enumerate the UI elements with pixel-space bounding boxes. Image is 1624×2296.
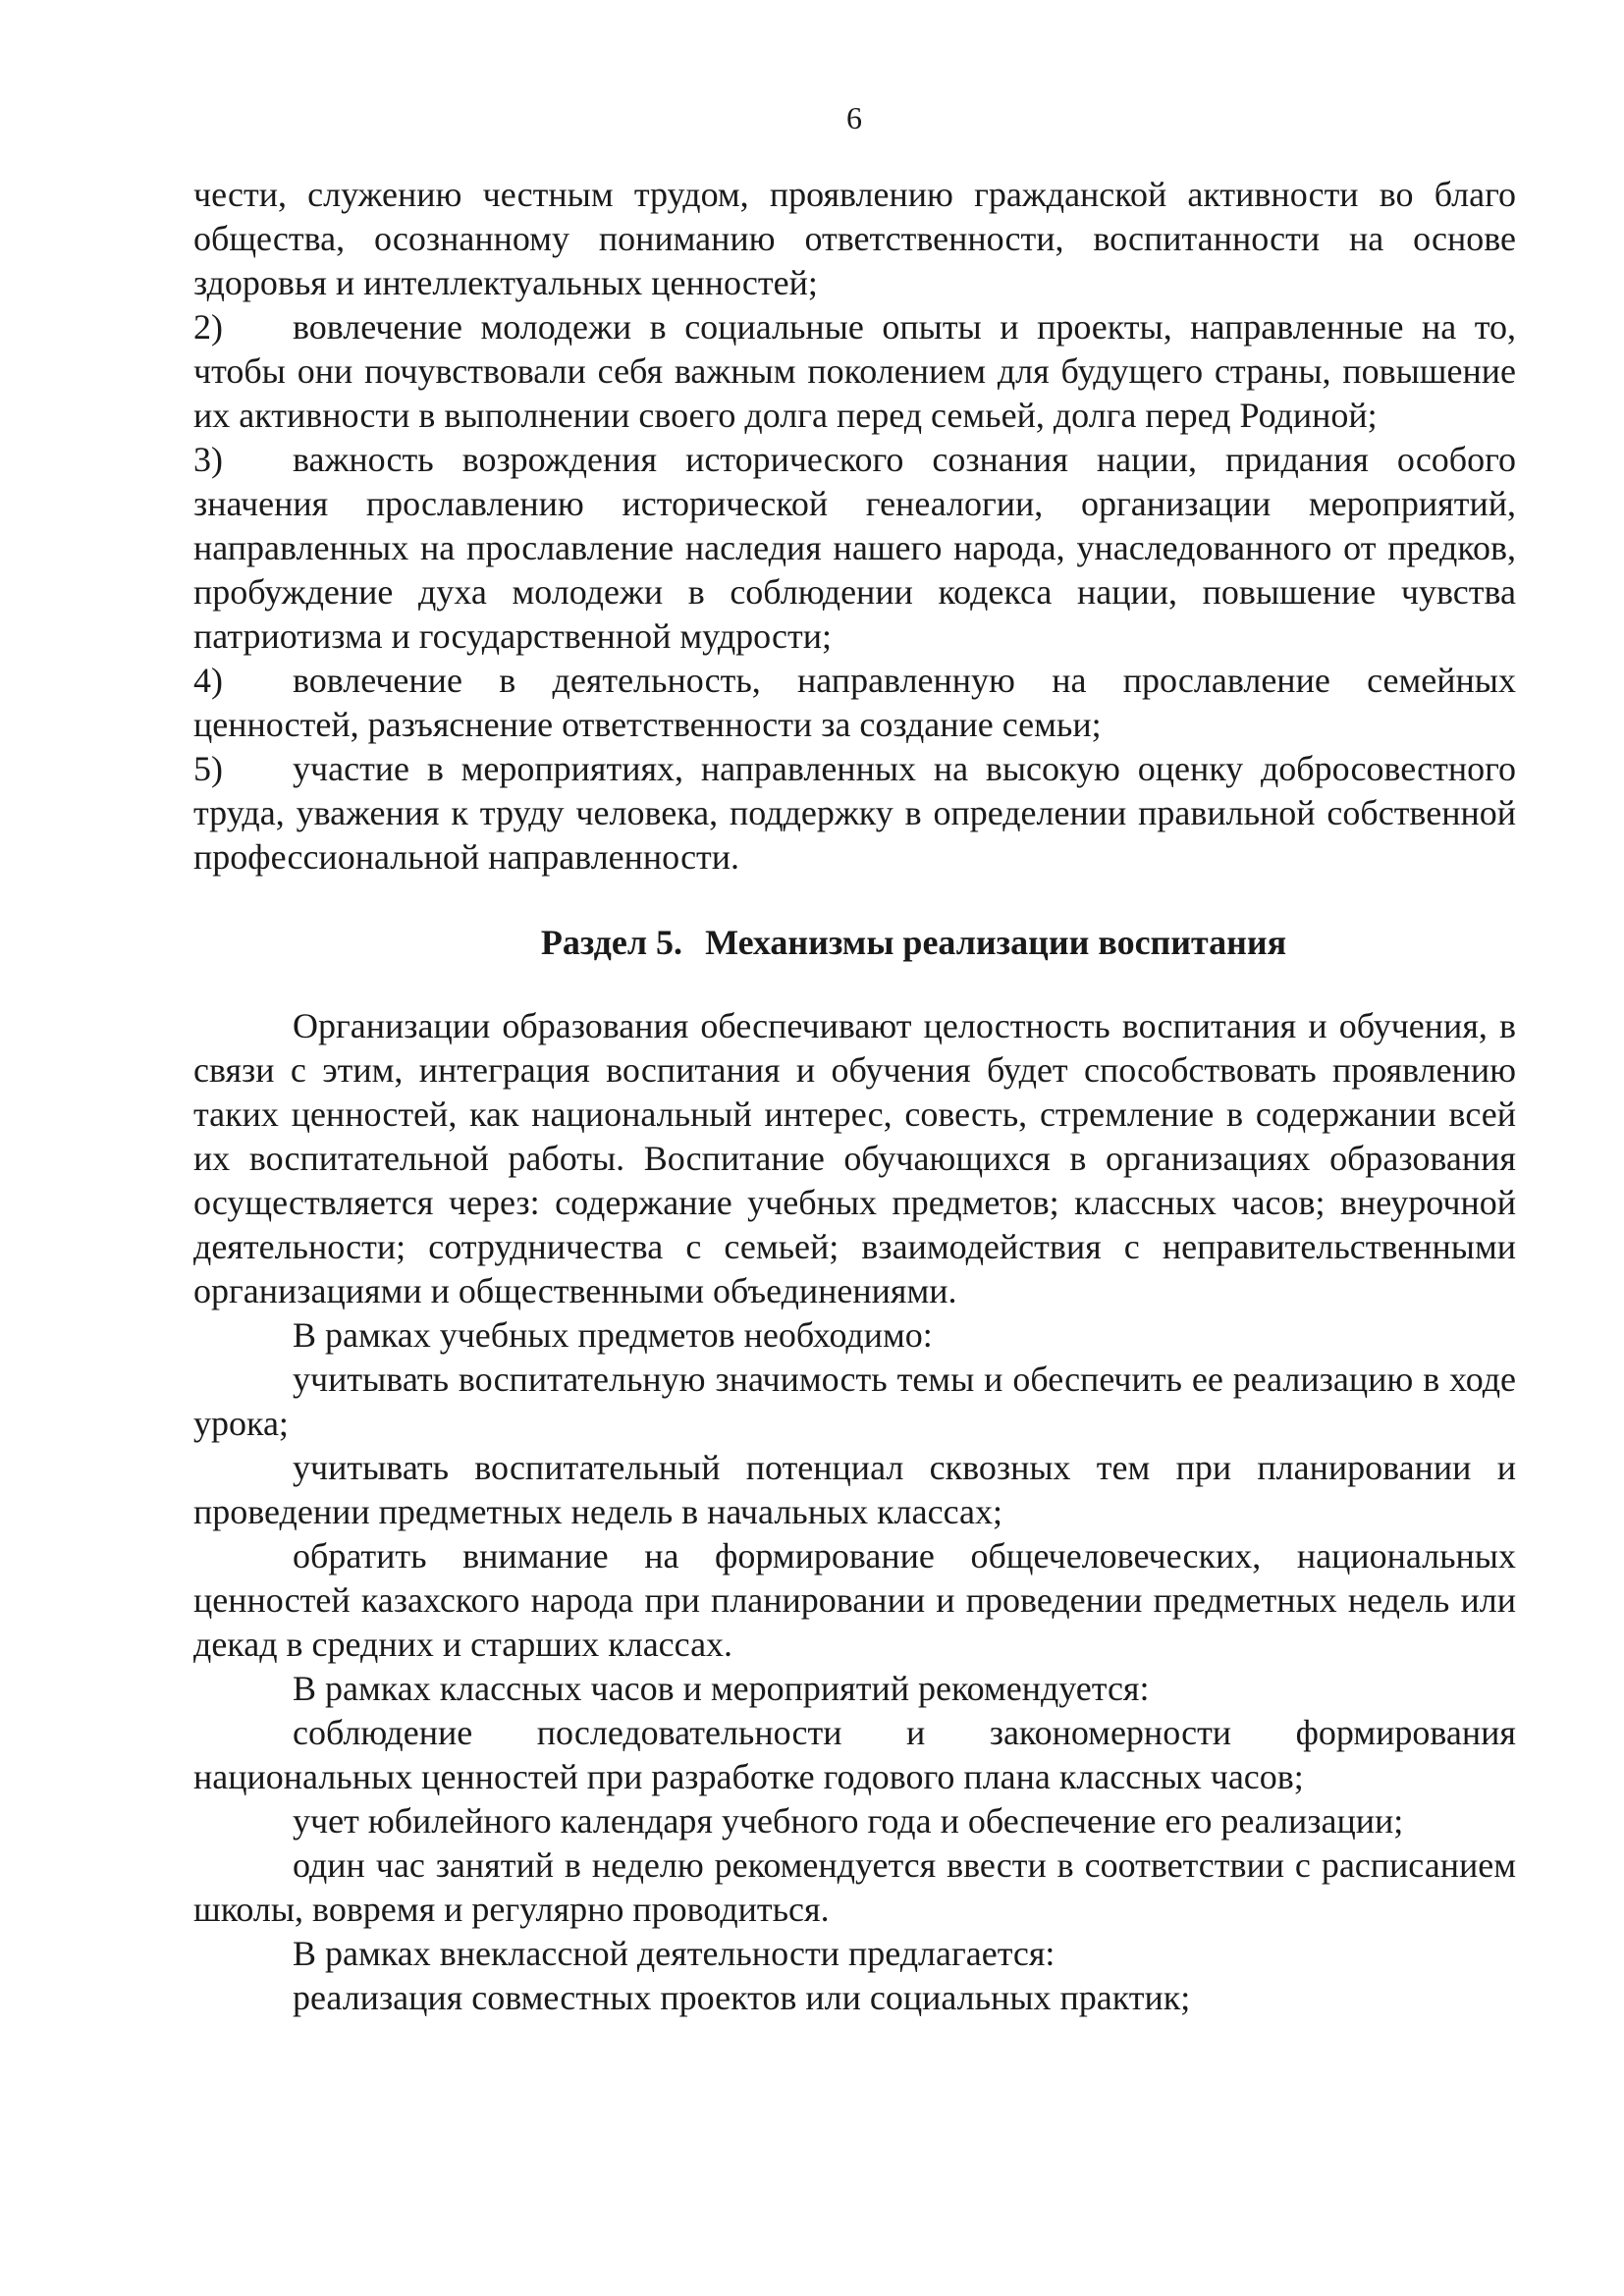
section-paragraph: соблюдение последовательности и закономерности формирования национальных ценностей при разработке годового плана классных часов; xyxy=(193,1713,1516,1796)
list-item-text: участие в мероприятиях, направленных на высокую оценку добросовестного труда, уважения к труду человека, поддержку в определении правильной собственной профессиональной направленности. xyxy=(193,749,1516,877)
section-paragraph: Организации образования обеспечивают целостность воспитания и обучения, в связи с этим, интеграция воспитания и обучения будет способствовать проявлению таких ценностей, как национальный интерес, совесть, стремление в содержании всей их воспитательной работы. Воспитание обучающихся в организациях образования осуществляется через: содержание учебных предметов; классных часов; внеурочной деятельности; сотрудничества с семьей; взаимодействия с неправительственными организациями и общественными объединениями. xyxy=(193,1006,1516,1310)
section-paragraph: В рамках учебных предметов необходимо: xyxy=(293,1315,933,1355)
section-paragraph: учет юбилейного календаря учебного года и обеспечение его реализации; xyxy=(293,1801,1404,1841)
list-item xyxy=(193,305,1516,438)
list-item-text: вовлечение молодежи в социальные опыты и проекты, направленные на то, чтобы они почувствовали себя важным поколением для будущего страны, повышение их активности в выполнении своего долга перед семьей, долга перед Родиной; xyxy=(193,307,1516,435)
document-body xyxy=(193,173,1516,2020)
list-item-text: важность возрождения исторического сознания нации, придания особого значения прославлению исторической генеалогии, организации мероприятий, направленных на прославление наследия нашего народа, унаследованного от предков, пробуждение духа молодежи в соблюдении кодекса нации, повышение чувства патриотизма и государственной мудрости; xyxy=(193,440,1516,656)
page-number: 6 xyxy=(846,100,862,135)
list-item xyxy=(193,747,1516,880)
section-title: Механизмы реализации воспитания xyxy=(705,923,1287,962)
list-item-number: 3) xyxy=(193,440,223,479)
intro-paragraph: чести, служению честным трудом, проявлению гражданской активности во благо общества, осознанному пониманию ответственности, воспитанности на основе здоровья и интеллектуальных ценностей; xyxy=(193,175,1516,302)
section-paragraph: В рамках классных часов и мероприятий рекомендуется: xyxy=(293,1669,1150,1708)
list-item xyxy=(193,438,1516,659)
section-paragraph: учитывать воспитательный потенциал сквозных тем при планировании и проведении предметных недель в начальных классах; xyxy=(193,1448,1516,1531)
list-item xyxy=(193,659,1516,747)
list-item-number: 4) xyxy=(193,661,223,700)
section-heading xyxy=(193,921,1516,965)
section-paragraph: реализация совместных проектов или социальных практик; xyxy=(293,1978,1191,2017)
list-item-number: 5) xyxy=(193,749,223,788)
section-paragraph: учитывать воспитательную значимость темы и обеспечить ее реализацию в ходе урока; xyxy=(193,1360,1516,1443)
list-item-number: 2) xyxy=(193,307,223,347)
section-paragraph: В рамках внеклассной деятельности предлагается: xyxy=(293,1934,1056,1973)
section-label: Раздел 5. xyxy=(540,923,683,962)
section-paragraph: обратить внимание на формирование общечеловеческих, национальных ценностей казахского народа при планировании и проведении предметных недель или декад в средних и старших классах. xyxy=(193,1536,1516,1664)
section-paragraph: один час занятий в неделю рекомендуется ввести в соответствии с расписанием школы, вовремя и регулярно проводиться. xyxy=(193,1845,1516,1929)
list-item-text: вовлечение в деятельность, направленную на прославление семейных ценностей, разъяснение ответственности за создание семьи; xyxy=(193,661,1516,744)
